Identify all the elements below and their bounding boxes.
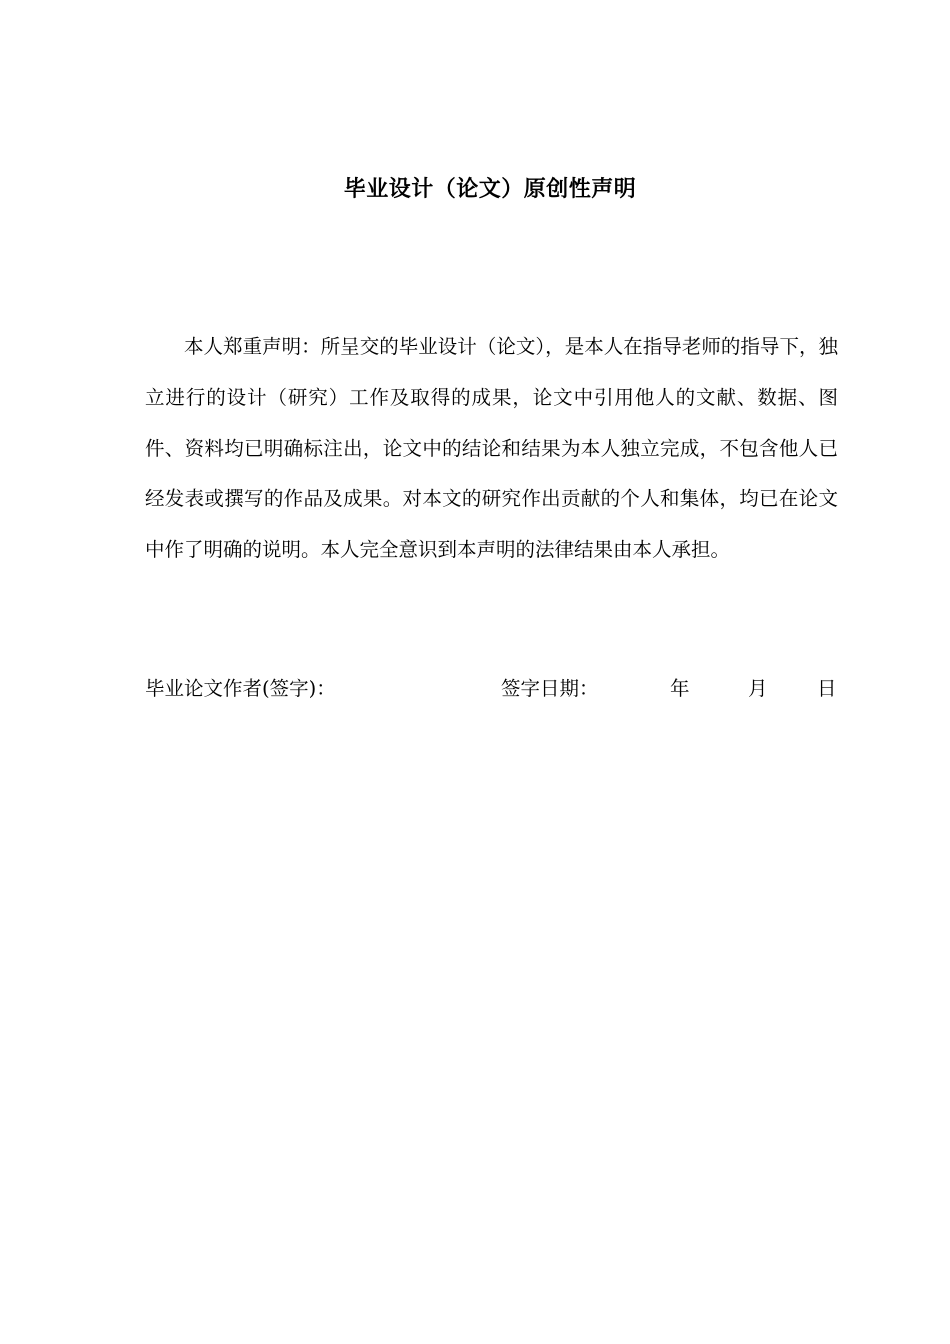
year-label: 年: [670, 677, 690, 700]
day-label: 日: [817, 677, 837, 700]
document-title: 毕业设计（论文）原创性声明: [343, 177, 637, 202]
signature-line: [0, 675, 950, 703]
month-label: 月: [748, 677, 768, 700]
signature-date-label: 签字日期：: [501, 677, 599, 700]
declaration-body: 本人郑重声明：所呈交的毕业设计（论文），是本人在指导老师的指导下，独立进行的设计（研究）工作及取得的成果，论文中引用他人的文献、数据、图件、资料均已明确标注出，论文中的结论和结果为本人独立完成，不包含他人已经发表或撰写的作品及成果。对本文的研究作出贡献的个人和集体，均已在论文中作了明确的说明。本人完全意识到本声明的法律结果由本人承担。: [145, 335, 838, 562]
author-signature-label: 毕业论文作者(签字)：: [145, 677, 336, 700]
